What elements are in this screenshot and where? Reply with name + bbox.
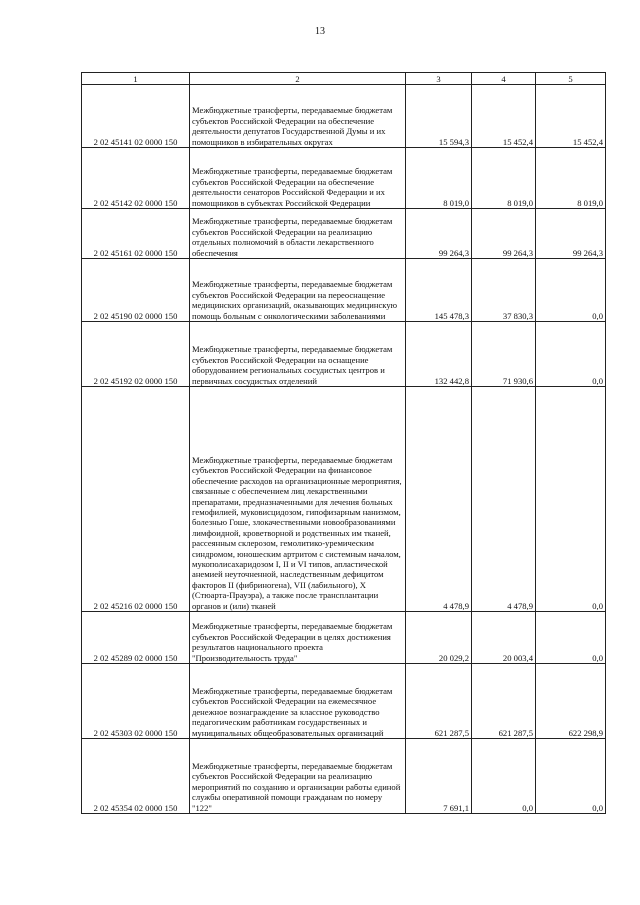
budget-code: 2 02 45142 02 0000 150 xyxy=(82,148,190,209)
budget-table xyxy=(81,72,606,814)
header-col-2: 2 xyxy=(190,73,406,85)
transfer-name xyxy=(190,739,406,814)
value-col-3: 99 264,3 xyxy=(406,209,472,259)
value-col-4: 4 478,9 xyxy=(472,387,536,612)
transfer-name-text: Межбюджетные трансферты, передаваемые бюджетам субъектов Российской Федерации на обеспечение деятельности сенаторов Российской Федерации и их помощников в субъектах Российской Федерации xyxy=(192,166,393,208)
value-col-4: 99 264,3 xyxy=(472,209,536,259)
value-col-3: 145 478,3 xyxy=(406,259,472,322)
transfer-name xyxy=(190,259,406,322)
table-row xyxy=(82,664,606,739)
value-col-3: 621 287,5 xyxy=(406,664,472,739)
value-col-5: 0,0 xyxy=(536,612,606,664)
budget-code: 2 02 45216 02 0000 150 xyxy=(82,387,190,612)
table-row xyxy=(82,148,606,209)
value-col-5: 0,0 xyxy=(536,322,606,387)
table-row xyxy=(82,739,606,814)
value-col-4: 71 930,6 xyxy=(472,322,536,387)
transfer-name-text: Межбюджетные трансферты, передаваемые бюджетам субъектов Российской Федерации на финансовое обеспечение расходов на организационные мероприятия, связанные с обеспечением лиц лекарственными препаратами, предназначенными для лечения больных гемофилией, муковисцидозом, гипофизарным нанизмом, болезнью Гоше, злокачественными новообразованиями лимфоидной, кроветворной и родственных им тканей, рассеянным склерозом, гемолитико-уремическим синдромом, юношеским артритом с системным началом, мукополисахаридозом I, II и VI типов, апластической анемией неуточненной, наследственным дефицитом факторов II (фибриногена), VII (лабильного), X (Стюарта-Прауэра), а также после трансплантации органов и (или) тканей xyxy=(192,454,402,611)
transfer-name xyxy=(190,664,406,739)
table-row xyxy=(82,259,606,322)
header-col-5: 5 xyxy=(536,73,606,85)
value-col-3: 4 478,9 xyxy=(406,387,472,612)
value-col-5: 0,0 xyxy=(536,739,606,814)
transfer-name-text: Межбюджетные трансферты, передаваемые бюджетам субъектов Российской Федерации на реализацию отдельных полномочий в области лекарственного обеспечения xyxy=(192,216,393,258)
value-col-3: 8 019,0 xyxy=(406,148,472,209)
transfer-name-text: Межбюджетные трансферты, передаваемые бюджетам субъектов Российской Федерации на реализацию мероприятий по созданию и организации работы единой службы оперативной помощи гражданам по номеру "122" xyxy=(192,760,401,813)
transfer-name xyxy=(190,322,406,387)
value-col-5: 99 264,3 xyxy=(536,209,606,259)
transfer-name-text: Межбюджетные трансферты, передаваемые бюджетам субъектов Российской Федерации в целях достижения результатов национального проекта "Производительность труда" xyxy=(192,621,393,663)
table-row xyxy=(82,209,606,259)
value-col-5: 622 298,9 xyxy=(536,664,606,739)
header-col-4: 4 xyxy=(472,73,536,85)
value-col-4: 15 452,4 xyxy=(472,85,536,148)
value-col-3: 20 029,2 xyxy=(406,612,472,664)
transfer-name-text: Межбюджетные трансферты, передаваемые бюджетам субъектов Российской Федерации на оснащение оборудованием региональных сосудистых центров и первичных сосудистых отделений xyxy=(192,344,393,386)
value-col-4: 37 830,3 xyxy=(472,259,536,322)
table-row xyxy=(82,612,606,664)
table-row xyxy=(82,85,606,148)
budget-code: 2 02 45289 02 0000 150 xyxy=(82,612,190,664)
transfer-name xyxy=(190,612,406,664)
value-col-3: 7 691,1 xyxy=(406,739,472,814)
value-col-4: 20 003,4 xyxy=(472,612,536,664)
budget-code: 2 02 45161 02 0000 150 xyxy=(82,209,190,259)
value-col-4: 0,0 xyxy=(472,739,536,814)
transfer-name xyxy=(190,387,406,612)
transfer-name-text: Межбюджетные трансферты, передаваемые бюджетам субъектов Российской Федерации на обеспечение деятельности депутатов Государственной Думы и их помощников в избирательных округах xyxy=(192,105,393,147)
value-col-3: 15 594,3 xyxy=(406,85,472,148)
budget-code: 2 02 45354 02 0000 150 xyxy=(82,739,190,814)
value-col-4: 621 287,5 xyxy=(472,664,536,739)
table-row xyxy=(82,387,606,612)
transfer-name xyxy=(190,148,406,209)
value-col-5: 0,0 xyxy=(536,259,606,322)
value-col-5: 8 019,0 xyxy=(536,148,606,209)
page-number: 13 xyxy=(315,26,325,37)
header-col-1: 1 xyxy=(82,73,190,85)
budget-code: 2 02 45141 02 0000 150 xyxy=(82,85,190,148)
budget-code: 2 02 45303 02 0000 150 xyxy=(82,664,190,739)
value-col-3: 132 442,8 xyxy=(406,322,472,387)
transfer-name xyxy=(190,209,406,259)
transfer-name-text: Межбюджетные трансферты, передаваемые бюджетам субъектов Российской Федерации на ежемесячное денежное вознаграждение за классное руководство педагогическим работникам государственных и муниципальных общеобразовательных организаций xyxy=(192,685,393,738)
table-row xyxy=(82,322,606,387)
transfer-name-text: Межбюджетные трансферты, передаваемые бюджетам субъектов Российской Федерации на переоснащение медицинских организаций, оказывающих медицинскую помощь больным с онкологическими заболеваниями xyxy=(192,279,398,321)
header-col-3: 3 xyxy=(406,73,472,85)
value-col-4: 8 019,0 xyxy=(472,148,536,209)
budget-code: 2 02 45190 02 0000 150 xyxy=(82,259,190,322)
value-col-5: 15 452,4 xyxy=(536,85,606,148)
transfer-name xyxy=(190,85,406,148)
table-header-row xyxy=(82,73,606,85)
value-col-5: 0,0 xyxy=(536,387,606,612)
budget-code: 2 02 45192 02 0000 150 xyxy=(82,322,190,387)
